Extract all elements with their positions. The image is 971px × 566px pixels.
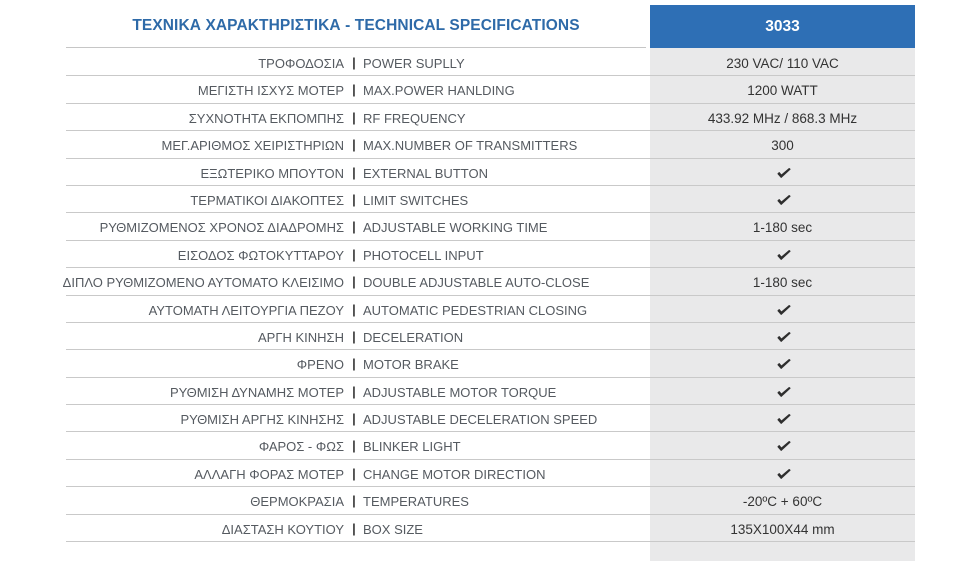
checkmark-icon xyxy=(777,305,791,316)
spec-label-greek: ΦΑΡΟΣ - ΦΩΣ xyxy=(258,439,344,455)
spec-label-english: BLINKER LIGHT xyxy=(363,439,461,455)
spec-label-greek: ΡΥΘΜΙΣΗ ΑΡΓΗΣ ΚΙΝΗΣΗΣ xyxy=(180,412,344,428)
spec-row xyxy=(0,131,971,158)
spec-label-english: MAX.NUMBER OF TRANSMITTERS xyxy=(363,138,578,154)
spec-label-english: RF FREQUENCY xyxy=(363,110,466,126)
label-separator: | xyxy=(352,301,356,317)
label-separator: | xyxy=(352,356,356,372)
spec-value: 1-180 sec xyxy=(752,275,813,291)
spec-label-english: TEMPERATURES xyxy=(363,494,469,510)
spec-row xyxy=(0,378,971,405)
spec-label-english: DECELERATION xyxy=(363,329,464,345)
label-separator: | xyxy=(352,82,356,98)
header-divider xyxy=(66,47,646,48)
spec-label-greek: ΘΕΡΜΟΚΡΑΣΙΑ xyxy=(250,494,344,510)
spec-label-english: ADJUSTABLE DECELERATION SPEED xyxy=(363,412,598,428)
spec-label-greek: ΦΡΕΝΟ xyxy=(296,357,344,373)
spec-label-greek: ΡΥΘΜΙΣΗ ΔΥΝΑΜΗΣ ΜΟΤΕΡ xyxy=(169,384,344,400)
spec-row xyxy=(0,76,971,103)
spec-label-english: MAX.POWER HANLDING xyxy=(363,83,515,99)
checkmark-icon xyxy=(777,469,791,480)
spec-label-english: BOX SIZE xyxy=(363,521,423,537)
spec-label-greek: ΤΡΟΦΟΔΟΣΙΑ xyxy=(258,56,344,71)
spec-value: 135X100X44 mm xyxy=(730,521,835,537)
spec-row xyxy=(0,241,971,268)
spec-label-greek: ΕΞΩΤΕΡΙΚΟ ΜΠΟΥΤΟΝ xyxy=(200,165,344,181)
checkmark-icon xyxy=(777,387,791,398)
label-separator: | xyxy=(352,274,356,290)
spec-label-greek: ΜΕΓ.ΑΡΙΘΜΟΣ ΧΕΙΡΙΣΤΗΡΙΩΝ xyxy=(161,138,344,154)
spec-row xyxy=(0,159,971,186)
spec-label-english: ADJUSTABLE WORKING TIME xyxy=(363,220,548,236)
model-header: 3033 xyxy=(650,5,915,48)
spec-row xyxy=(0,405,971,432)
spec-value: 230 VAC/ 110 VAC xyxy=(726,56,839,71)
spec-label-greek: ΡΥΘΜΙΖΟΜΕΝΟΣ ΧΡΟΝΟΣ ΔΙΑΔΡΟΜΗΣ xyxy=(99,220,344,236)
spec-table-title: ΤΕΧΝΙΚΑ ΧΑΡΑΚΤΗΡΙΣΤΙΚΑ - TECHNICAL SPECIFICATIONS xyxy=(132,17,580,34)
label-separator: | xyxy=(352,465,356,481)
label-separator: | xyxy=(352,493,356,509)
spec-row xyxy=(0,296,971,323)
row-divider xyxy=(66,541,915,542)
label-separator: | xyxy=(352,438,356,454)
checkmark-icon xyxy=(777,332,791,343)
spec-label-greek: ΑΥΤΟΜΑΤΗ ΛΕΙΤΟΥΡΓΙΑ ΠΕΖΟΥ xyxy=(148,302,344,318)
label-separator: | xyxy=(352,219,356,235)
spec-row xyxy=(0,432,971,459)
label-separator: | xyxy=(352,328,356,344)
spec-row xyxy=(0,268,971,295)
spec-label-greek: ΕΙΣΟΔΟΣ ΦΩΤΟΚΥΤΤΑΡΟΥ xyxy=(177,247,344,263)
spec-label-greek: ΣΥΧΝΟΤΗΤΑ ΕΚΠΟΜΠΗΣ xyxy=(188,110,344,126)
label-separator: | xyxy=(352,55,356,70)
spec-row xyxy=(0,104,971,131)
spec-value: 1-180 sec xyxy=(752,220,813,236)
spec-label-greek: ΔΙΑΣΤΑΣΗ ΚΟΥΤΙΟΥ xyxy=(221,521,344,537)
checkmark-icon xyxy=(777,168,791,179)
spec-value: 1200 WATT xyxy=(747,83,818,99)
spec-label-english: CHANGE MOTOR DIRECTION xyxy=(363,466,546,482)
spec-label-english: POWER SUPLLY xyxy=(363,56,465,71)
checkmark-icon xyxy=(777,441,791,452)
spec-value: -20ºC + 60ºC xyxy=(742,494,823,510)
spec-row xyxy=(0,323,971,350)
label-separator: | xyxy=(352,411,356,427)
spec-label-english: AUTOMATIC PEDESTRIAN CLOSING xyxy=(363,302,588,318)
label-separator: | xyxy=(352,520,356,536)
label-separator: | xyxy=(352,191,356,207)
spec-row xyxy=(0,515,971,542)
spec-row xyxy=(0,186,971,213)
label-separator: | xyxy=(352,383,356,399)
checkmark-icon xyxy=(777,195,791,206)
spec-label-greek: ΤΕΡΜΑΤΙΚΟΙ ΔΙΑΚΟΠΤΕΣ xyxy=(190,192,344,208)
spec-label-greek: ΑΛΛΑΓΗ ΦΟΡΑΣ ΜΟΤΕΡ xyxy=(194,466,344,482)
checkmark-icon xyxy=(777,250,791,261)
spec-row xyxy=(0,460,971,487)
spec-label-english: ADJUSTABLE MOTOR TORQUE xyxy=(363,384,557,400)
spec-label-english: MOTOR BRAKE xyxy=(363,357,459,373)
checkmark-icon xyxy=(777,359,791,370)
label-separator: | xyxy=(352,246,356,262)
spec-label-english: EXTERNAL BUTTON xyxy=(363,165,488,181)
spec-row xyxy=(0,49,971,76)
spec-value: 300 xyxy=(771,138,794,154)
spec-rows xyxy=(0,49,971,542)
checkmark-icon xyxy=(777,414,791,425)
spec-row xyxy=(0,487,971,514)
spec-value: 433.92 MHz / 868.3 MHz xyxy=(707,110,858,126)
spec-label-greek: ΔΙΠΛΟ ΡΥΘΜΙΖΟΜΕΝΟ ΑΥΤΟΜΑΤΟ ΚΛΕΙΣΙΜΟ xyxy=(62,275,344,291)
spec-label-greek: ΑΡΓΗ ΚΙΝΗΣΗ xyxy=(258,329,344,345)
label-separator: | xyxy=(352,137,356,153)
label-separator: | xyxy=(352,164,356,180)
spec-label-greek: ΜΕΓΙΣΤΗ ΙΣΧΥΣ ΜΟΤΕΡ xyxy=(197,83,344,99)
label-separator: | xyxy=(352,109,356,125)
spec-label-english: DOUBLE ADJUSTABLE AUTO-CLOSE xyxy=(363,275,590,291)
spec-row xyxy=(0,350,971,377)
spec-label-english: LIMIT SWITCHES xyxy=(363,192,469,208)
spec-row xyxy=(0,213,971,240)
spec-label-english: PHOTOCELL INPUT xyxy=(363,247,484,263)
